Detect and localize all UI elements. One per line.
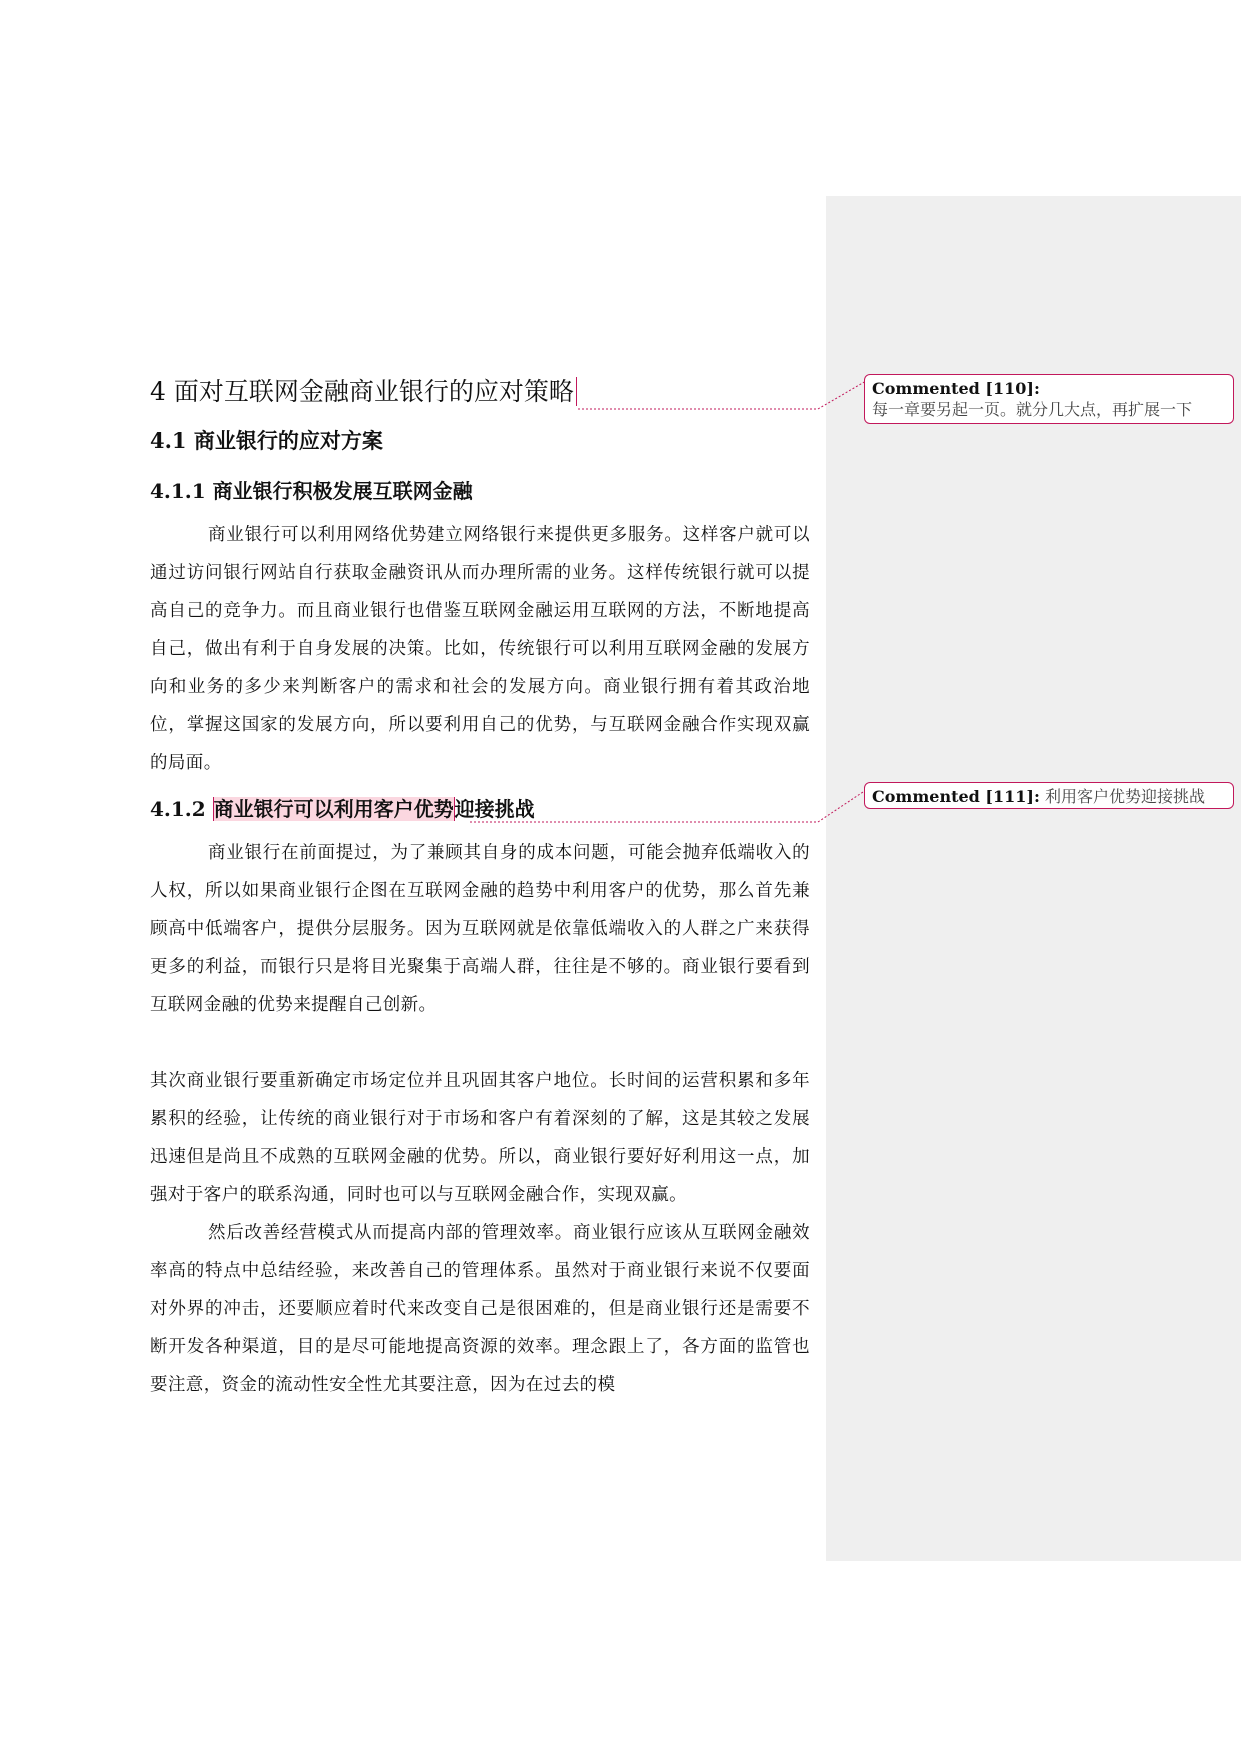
section-heading-rest: 迎接挑战 — [454, 797, 535, 821]
paragraph-2: 商业银行在前面提过，为了兼顾其自身的成本问题，可能会抛弃低端收入的人权，所以如果商业银行企图在互联网金融的趋势中利用客户的优势，那么首先兼顾高中低端客户，提供分层服务。因为互联网就是依靠低端收入的人群之广来获得更多的利益，而银行只是将目光聚集于高端人群，往往是不够的。商业银行要看到互联网金融的优势来提醒自己创新。 — [150, 843, 810, 1015]
paragraph-4: 然后改善经营模式从而提高内部的管理效率。商业银行应该从互联网金融效率高的特点中总结经验，来改善自己的管理体系。虽然对于商业银行来说不仅要面对外界的冲击，还要顺应着时代来改变自己是很困难的，但是商业银行还是需要不断开发各种渠道，目的是尽可能地提高资源的效率。理念跟上了，各方面的监管也要注意，资金的流动性安全性尤其要注意，因为在过去的模 — [150, 1223, 810, 1395]
chapter-title — [150, 370, 810, 414]
section-number: 4.1.2 — [150, 797, 213, 821]
comment-110[interactable] — [864, 374, 1234, 424]
section-heading-4-1-2 — [150, 786, 810, 832]
comment-author: Commented [111]: — [872, 787, 1040, 806]
comment-anchor-111[interactable]: 商业银行可以利用客户优势 — [213, 797, 454, 821]
comment-author: Commented [110]: — [872, 379, 1040, 398]
comment-anchor-110[interactable]: 4 面对互联网金融商业银行的应对策略 — [150, 377, 577, 406]
comment-text: 每一章要另起一页。就分几大点，再扩展一下 — [872, 400, 1193, 419]
comment-111[interactable] — [864, 782, 1234, 809]
document-body — [150, 370, 810, 1404]
paragraph-1: 商业银行可以利用网络优势建立网络银行来提供更多服务。这样客户就可以通过访问银行网站自行获取金融资讯从而办理所需的业务。这样传统银行就可以提高自己的竞争力。而且商业银行也借鉴互联网金融运用互联网的方法，不断地提高自己，做出有利于自身发展的决策。比如，传统银行可以利用互联网金融的发展方向和业务的多少来判断客户的需求和社会的发展方向。商业银行拥有着其政治地位，掌握这国家的发展方向，所以要利用自己的优势，与互联网金融合作实现双赢的局面。 — [150, 525, 810, 773]
comment-text: 利用客户优势迎接挑战 — [1044, 787, 1205, 806]
section-heading-4-1: 4.1 商业银行的应对方案 — [150, 428, 383, 453]
section-heading-4-1-1: 4.1.1 商业银行积极发展互联网金融 — [150, 479, 473, 503]
paragraph-3: 其次商业银行要重新确定市场定位并且巩固其客户地位。长时间的运营积累和多年累积的经验，让传统的商业银行对于市场和客户有着深刻的了解，这是其较之发展迅速但是尚且不成熟的互联网金融的优势。所以，商业银行要好好利用这一点，加强对于客户的联系沟通，同时也可以与互联网金融合作，实现双赢。 — [150, 1071, 810, 1205]
